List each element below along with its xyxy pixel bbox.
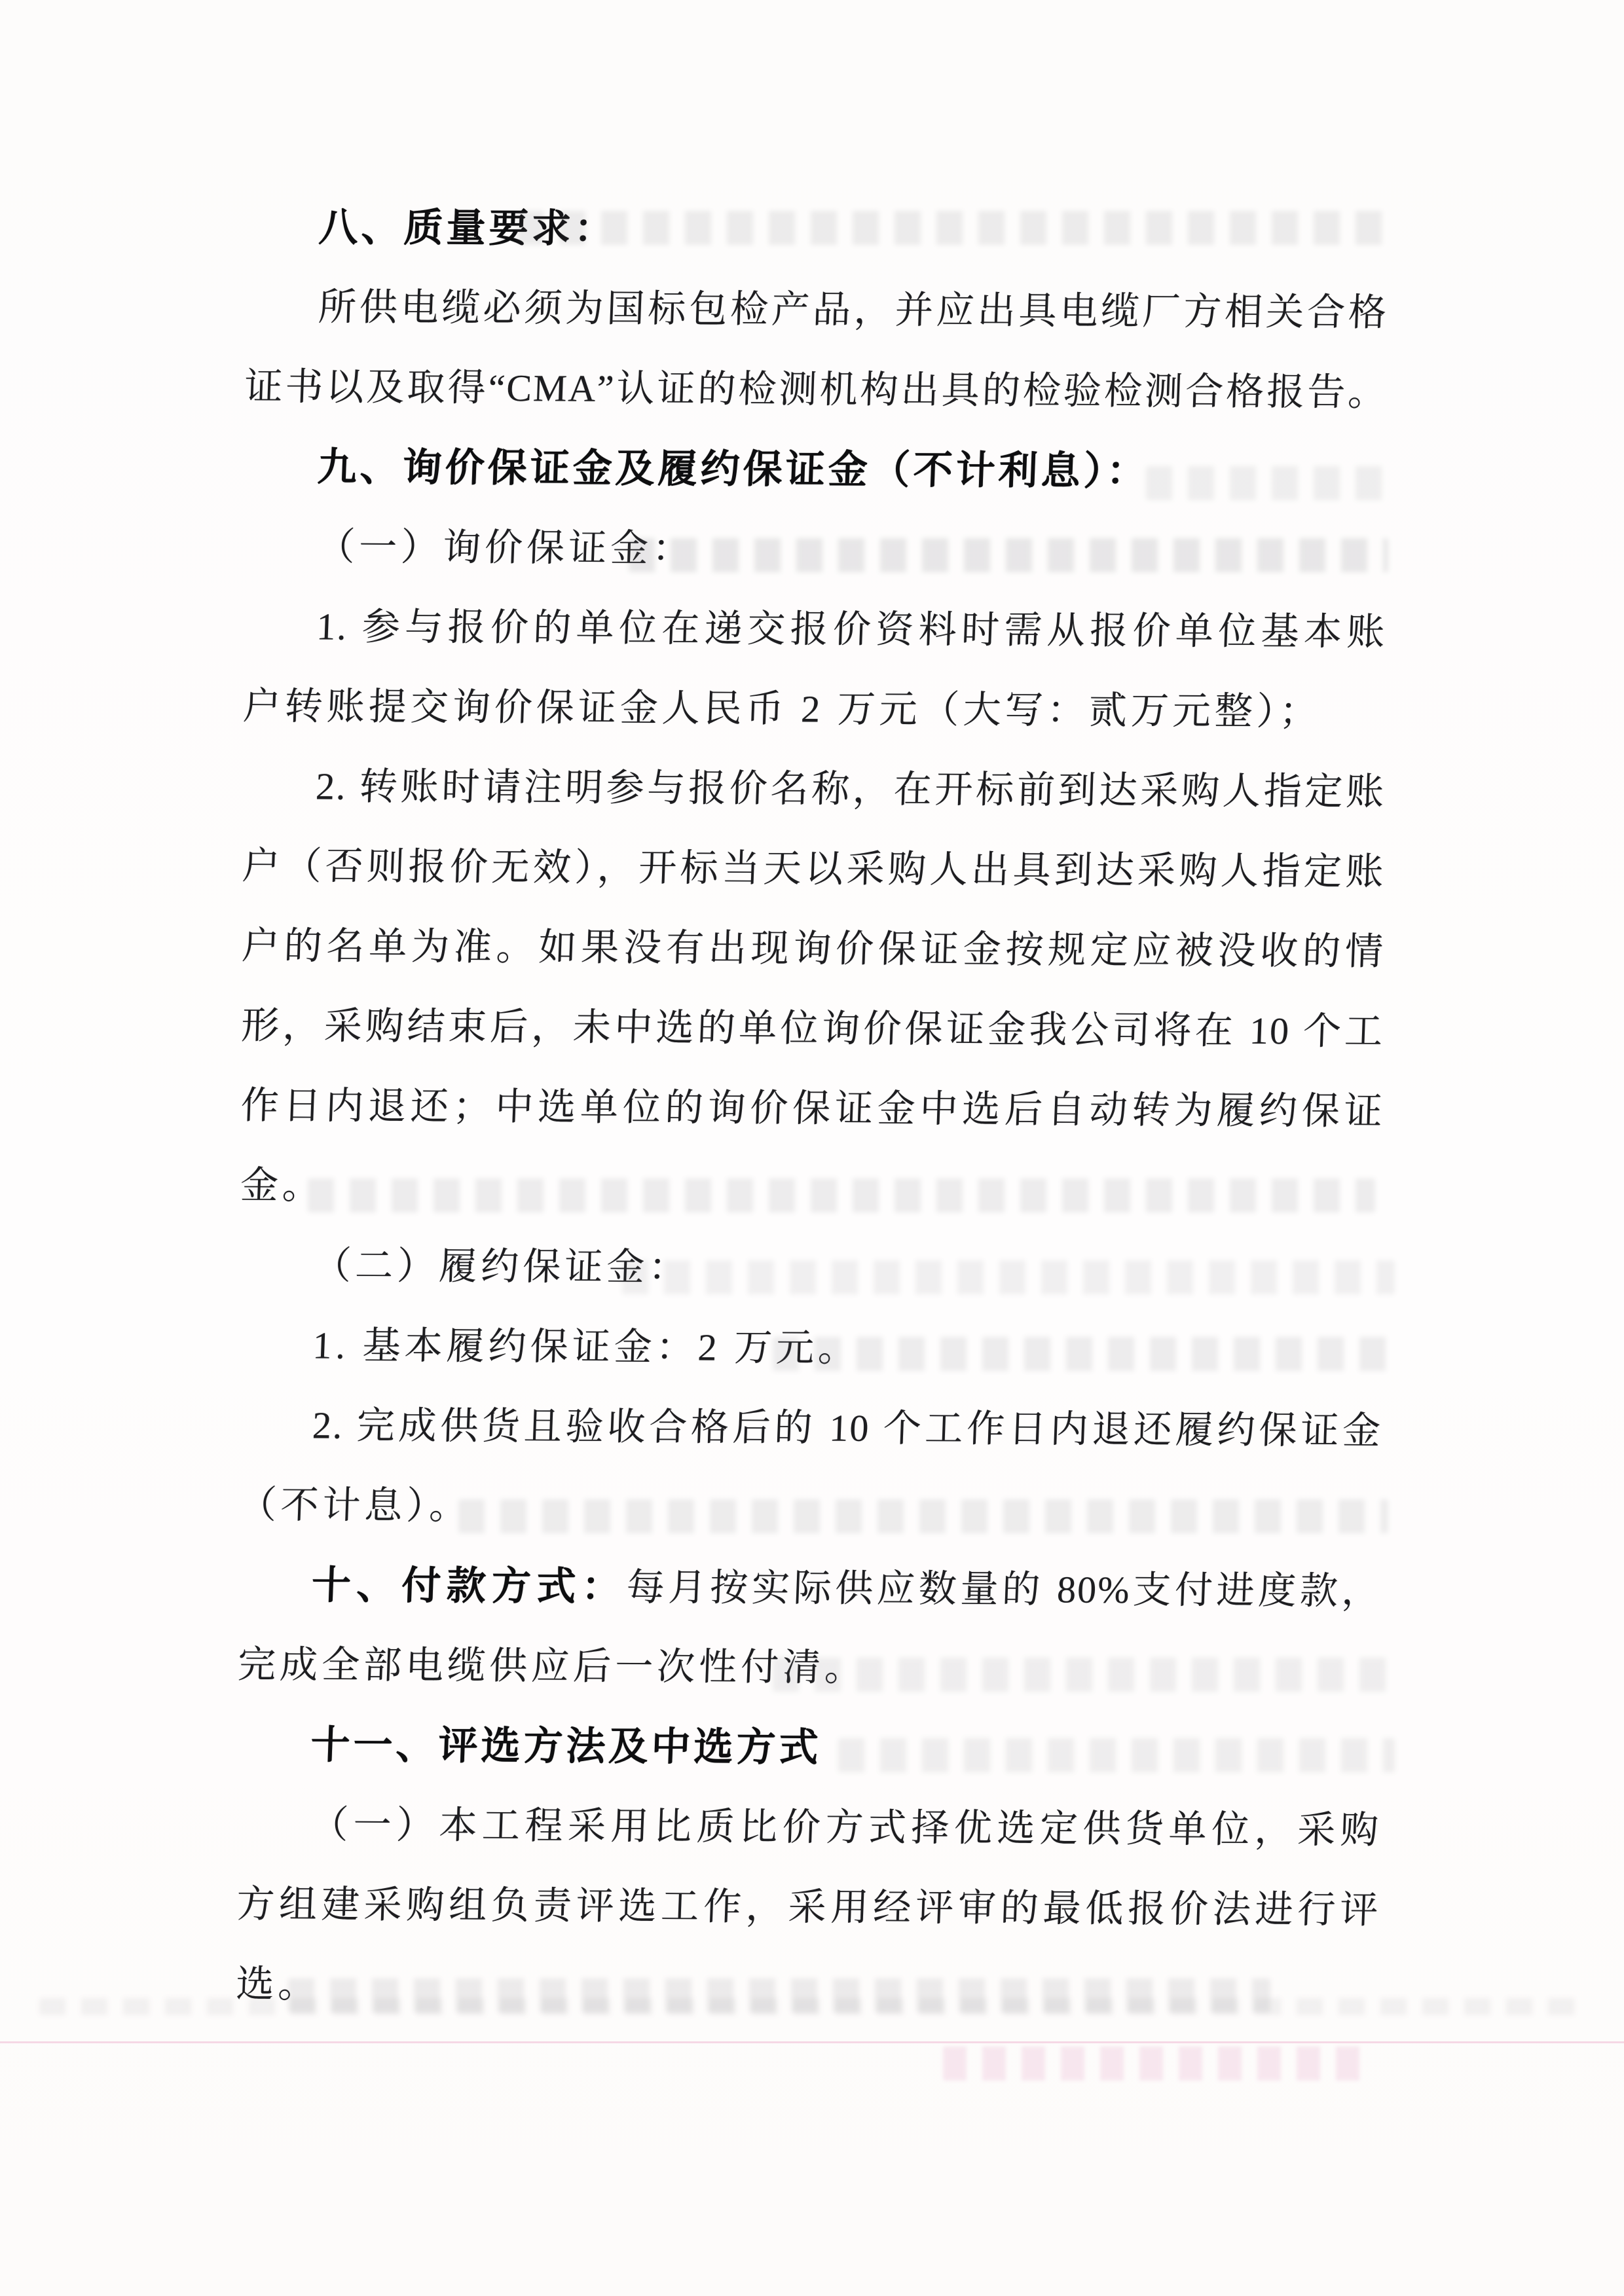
pink-scan-line: [0, 2041, 1624, 2043]
section-heading: 十一、评选方法及中选方式: [310, 1722, 822, 1770]
bleed-through-artifact: [1146, 466, 1395, 500]
text-line: 1. 参与报价的单位在递交报价资料时需从报价单位基本账: [316, 605, 1387, 654]
text-line: （不计息）。: [238, 1483, 472, 1527]
bleed-through-artifact: [629, 538, 1388, 572]
text-line: 证书以及取得“CMA”认证的检测机构出具的检验检测合格报告。: [244, 365, 1388, 414]
bleed-through-artifact: [773, 1337, 1395, 1371]
text-line: 选。: [235, 1962, 321, 2006]
text-line: 十、付款方式：每月按实际供应数量的 80%支付进度款，: [310, 1563, 1382, 1613]
text-line: （一）本工程采用比质比价方式择优选定供货单位，采购: [309, 1803, 1381, 1851]
text-line: （二）履约保证金：: [312, 1244, 692, 1289]
text-line: 方组建采购组负责评选工作，采用经评审的最低报价法进行评: [236, 1882, 1380, 1931]
text-line: 形，采购结束后，未中选的单位询价保证金我公司将在 10 个工: [240, 1004, 1385, 1053]
text-line: 户转账提交询价保证金人民币 2 万元（大写：贰万元整）；: [242, 684, 1323, 733]
section-heading: 八、质量要求：: [318, 205, 618, 251]
text-line: 所供电缆必须为国标包检产品，并应出具电缆厂方相关合格: [317, 285, 1389, 335]
text-line: 户的名单为准。如果没有出现询价保证金按规定应被没收的情: [240, 924, 1386, 974]
pink-bleed-artifact: [943, 2047, 1375, 2081]
bleed-through-artifact: [517, 211, 1388, 245]
bleed-through-artifact: [838, 1738, 1395, 1772]
text-line: 2. 完成供货且验收合格后的 10 个工作日内退还履约保证金: [311, 1404, 1383, 1453]
bleed-through-artifact: [773, 1658, 1395, 1692]
text-line: 金。: [239, 1163, 325, 1207]
bleed-through-artifact: [458, 1499, 1388, 1533]
text-line: （一）询价保证金：: [316, 525, 695, 570]
bleed-through-artifact: [308, 1178, 1375, 1212]
section-heading: 九、询价保证金及履约保证金（不计利息）：: [316, 445, 1150, 494]
bleed-through-artifact: [39, 1998, 1585, 2015]
text-line: 2. 转账时请注明参与报价名称，在开标前到达采购人指定账: [315, 765, 1386, 814]
text-line: 户（否则报价无效），开标当天以采购人出具到达采购人指定账: [241, 844, 1386, 894]
text-line: 1. 基本履约保证金：2 万元。: [312, 1324, 861, 1370]
text-line: 作日内退还；中选单位的询价保证金中选后自动转为履约保证: [240, 1084, 1384, 1133]
bleed-through-artifact: [622, 1260, 1395, 1294]
inline-bold-label: 十、付款方式：: [310, 1563, 628, 1609]
text-line: 完成全部电缆供应后一次性付清。: [237, 1643, 868, 1689]
